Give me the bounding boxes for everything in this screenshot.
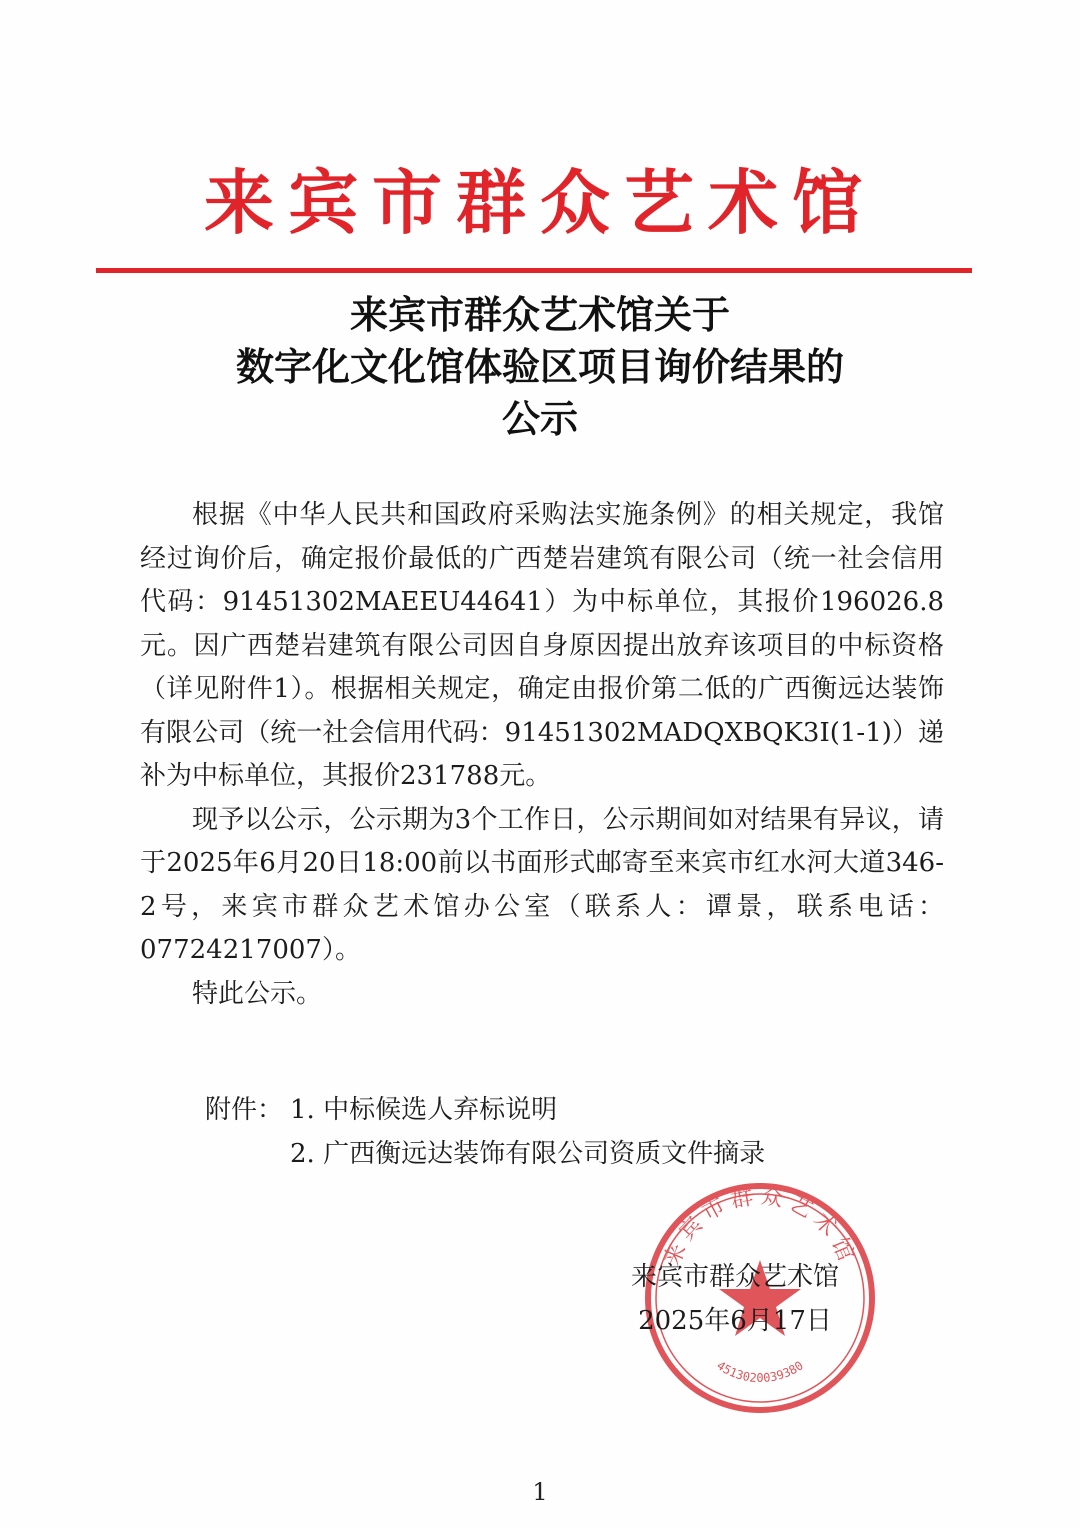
body-paragraph-3: 特此公示。 xyxy=(192,978,323,1009)
notice-title-line-2: 数字化文化馆体验区项目询价结果的 xyxy=(235,345,844,389)
notice-title-line-1: 来宾市群众艺术馆关于 xyxy=(349,293,730,337)
seal-code: 4513020039380 xyxy=(714,1358,806,1386)
attachments-list xyxy=(205,1088,765,1176)
attachment-item-1: 1. 中标候选人弃标说明 xyxy=(290,1095,558,1125)
attachment-row-2 xyxy=(205,1132,765,1176)
attachment-item-2: 2. 广西衡远达装饰有限公司资质文件摘录 xyxy=(290,1139,766,1169)
signature-organization: 来宾市群众艺术馆 xyxy=(630,1262,839,1292)
body-paragraph-2: 现予以公示，公示期为3个工作日，公示期间如对结果有异议，请于2025年6月20日18:00前以书面形式邮寄至来宾市红水河大道346-2号，来宾市群众艺术馆办公室（联系人：谭景，联系电话：07724217007）。 xyxy=(140,804,944,965)
notice-body xyxy=(140,494,944,1016)
red-divider-line xyxy=(96,268,972,273)
attachments-label: 附件： xyxy=(205,1095,284,1125)
signature-block xyxy=(600,1255,870,1343)
seal-text: 来宾市群众艺术馆 xyxy=(659,1183,861,1271)
notice-title-line-3: 公示 xyxy=(501,397,578,441)
signature-date: 2025年6月17日 xyxy=(638,1306,832,1336)
body-paragraph-1: 根据《中华人民共和国政府采购法实施条例》的相关规定，我馆经过询价后，确定报价最低的广西楚岩建筑有限公司（统一社会信用代码：91451302MAEEU44641）为中标单位，其报价196026.8元。因广西楚岩建筑有限公司因自身原因提出放弃该项目的中标资格（详见附件1）。根据相关规定，确定由报价第二低的广西衡远达装饰有限公司（统一社会信用代码：91451302MADQXBQK3I(1-1)）递补为中标单位，其报价231788元。 xyxy=(140,500,944,791)
page-number: 1 xyxy=(532,1478,548,1506)
masthead-title: 来宾市群众艺术馆 xyxy=(204,162,876,244)
attachment-row-1 xyxy=(205,1088,765,1132)
